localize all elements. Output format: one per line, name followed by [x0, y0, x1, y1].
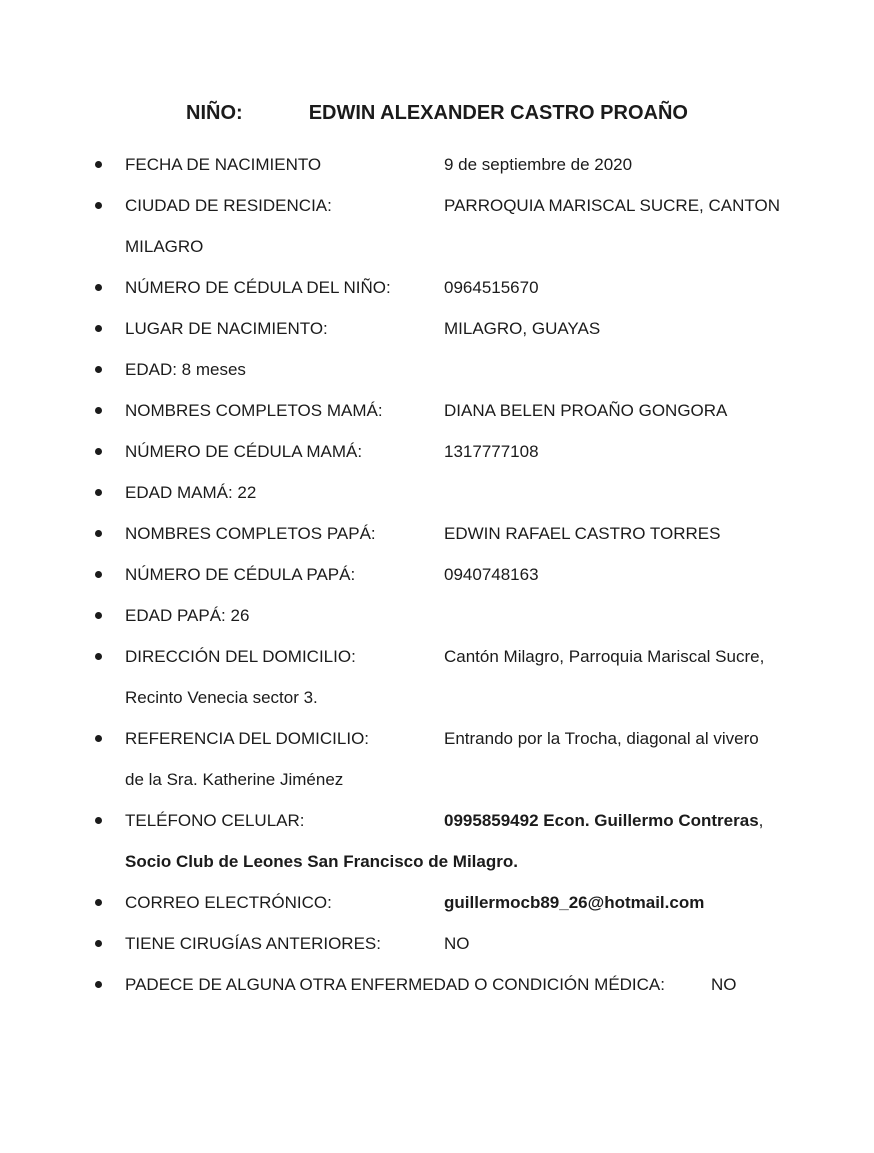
field-value: 1317777108 — [444, 441, 539, 461]
bullet-icon — [95, 612, 125, 619]
list-item — [95, 964, 834, 1005]
list-item — [95, 390, 834, 431]
bullet-icon — [95, 899, 125, 906]
field-value: MILAGRO, GUAYAS — [444, 318, 601, 338]
bullet-icon — [95, 735, 125, 742]
list-item — [95, 554, 834, 595]
field-value-suffix: , — [758, 810, 764, 830]
field-label: NOMBRES COMPLETOS MAMÁ: — [125, 400, 383, 420]
bullet-icon — [95, 407, 125, 414]
field-value: PARROQUIA MARISCAL SUCRE, CANTON — [444, 195, 780, 215]
field-value: 9 de septiembre de 2020 — [444, 154, 633, 174]
list-item — [95, 472, 834, 513]
list-item — [95, 349, 834, 390]
bullet-icon — [95, 981, 125, 988]
list-item-continuation — [95, 841, 834, 882]
bullet-icon — [95, 202, 125, 209]
list-item — [95, 267, 834, 308]
bullet-icon — [95, 940, 125, 947]
bullet-icon — [95, 530, 125, 537]
list-item — [95, 308, 834, 349]
field-label: PADECE DE ALGUNA OTRA ENFERMEDAD O CONDICIÓN MÉDICA: — [125, 974, 665, 994]
field-value: NO — [444, 933, 470, 953]
field-label: NÚMERO DE CÉDULA MAMÁ: — [125, 441, 363, 461]
list-item — [95, 718, 834, 759]
list-item — [95, 595, 834, 636]
bullet-icon — [95, 161, 125, 168]
bullet-icon — [95, 366, 125, 373]
field-label: FECHA DE NACIMIENTO — [125, 154, 322, 174]
field-label: REFERENCIA DEL DOMICILIO: — [125, 728, 370, 748]
field-label: EDAD PAPÁ: 26 — [125, 605, 250, 625]
field-value: 0995859492 Econ. Guillermo Contreras — [444, 810, 759, 830]
field-label: TIENE CIRUGÍAS ANTERIORES: — [125, 933, 381, 953]
page-title — [0, 100, 874, 126]
bullet-icon — [95, 571, 125, 578]
field-label: NÚMERO DE CÉDULA PAPÁ: — [125, 564, 356, 584]
field-value: EDWIN RAFAEL CASTRO TORRES — [444, 523, 721, 543]
field-label: EDAD MAMÁ: 22 — [125, 482, 257, 502]
field-value: DIANA BELEN PROAÑO GONGORA — [444, 400, 728, 420]
field-label: TELÉFONO CELULAR: — [125, 810, 305, 830]
field-label: NÚMERO DE CÉDULA DEL NIÑO: — [125, 277, 391, 297]
bullet-icon — [95, 489, 125, 496]
list-item — [95, 923, 834, 964]
field-value: 0964515670 — [444, 277, 539, 297]
bullet-icon — [95, 817, 125, 824]
list-item — [95, 513, 834, 554]
list-item-continuation — [95, 226, 834, 267]
field-label: CORREO ELECTRÓNICO: — [125, 892, 332, 912]
list-item-continuation — [95, 759, 834, 800]
list-item — [95, 882, 834, 923]
field-value-continuation: Recinto Venecia sector 3. — [125, 687, 318, 707]
bullet-icon — [95, 284, 125, 291]
list-item — [95, 144, 834, 185]
field-label: CIUDAD DE RESIDENCIA: — [125, 195, 332, 215]
field-list — [95, 144, 834, 1005]
field-value-continuation: de la Sra. Katherine Jiménez — [125, 769, 344, 789]
title-label: NIÑO: — [186, 102, 243, 124]
field-label: EDAD: 8 meses — [125, 359, 246, 379]
list-item — [95, 800, 834, 841]
field-label: NOMBRES COMPLETOS PAPÁ: — [125, 523, 376, 543]
list-item-continuation — [95, 677, 834, 718]
field-label: DIRECCIÓN DEL DOMICILIO: — [125, 646, 356, 666]
field-value: 0940748163 — [444, 564, 539, 584]
field-value: Entrando por la Trocha, diagonal al vivero — [444, 728, 759, 748]
field-value-continuation: Socio Club de Leones San Francisco de Milagro. — [125, 851, 518, 871]
field-value-continuation: MILAGRO — [125, 236, 204, 256]
list-item — [95, 636, 834, 677]
bullet-icon — [95, 448, 125, 455]
bullet-icon — [95, 653, 125, 660]
list-item — [95, 431, 834, 472]
list-item — [95, 185, 834, 226]
field-value: NO — [711, 974, 737, 994]
field-value: Cantón Milagro, Parroquia Mariscal Sucre, — [444, 646, 765, 666]
title-child-name: EDWIN ALEXANDER CASTRO PROAÑO — [308, 102, 688, 124]
field-value-email: guillermocb89_26@hotmail.com — [444, 892, 705, 912]
field-label: LUGAR DE NACIMIENTO: — [125, 318, 328, 338]
bullet-icon — [95, 325, 125, 332]
